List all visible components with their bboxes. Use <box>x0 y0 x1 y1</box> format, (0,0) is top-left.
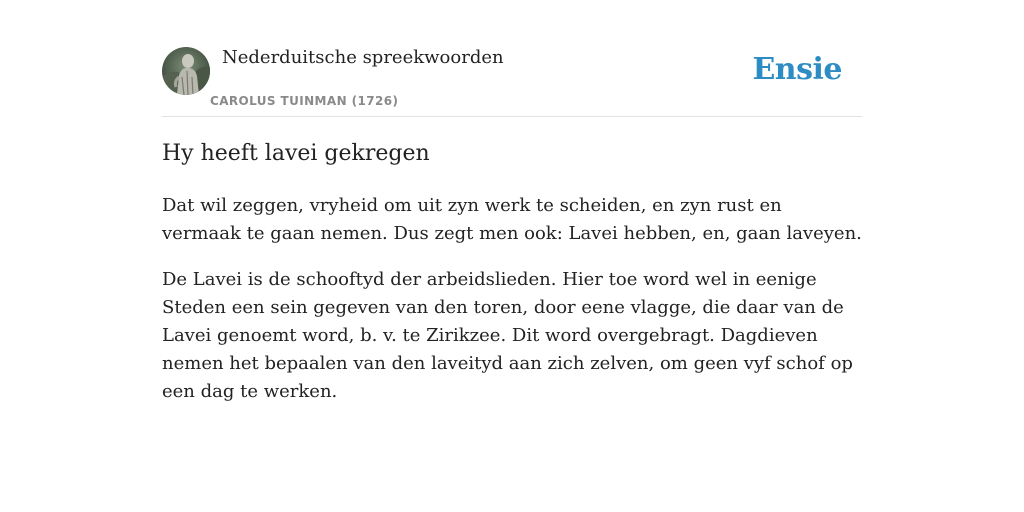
portrait-statue-icon <box>162 47 210 95</box>
entry-paragraph: Dat wil zeggen, vryheid om uit zyn werk te scheiden, en zyn rust en vermaak te gaan nemen. Dus zegt men ook: Lavei hebben, en, gaan laveyen. <box>162 195 862 244</box>
entry-body <box>162 192 862 424</box>
ensie-logo[interactable]: Ensie <box>752 52 842 87</box>
book-author[interactable]: CAROLUS TUINMAN (1726) <box>210 94 399 108</box>
source-header <box>162 40 862 117</box>
book-title[interactable]: Nederduitsche spreekwoorden <box>222 47 504 68</box>
book-avatar[interactable] <box>162 47 210 95</box>
entry-paragraph: De Lavei is de schooftyd der arbeidslieden. Hier toe word wel in eenige Steden een sein gegeven van den toren, door eene vlagge, die daar van de Lavei genoemt word, b. v. te Zirikzee. Dit word overgebragt. Dagdieven nemen het bepaalen van den laveityd aan zich zelven, om geen vyf schof op een dag te werken. <box>162 269 853 402</box>
entry-title: Hy heeft lavei gekregen <box>162 141 430 166</box>
